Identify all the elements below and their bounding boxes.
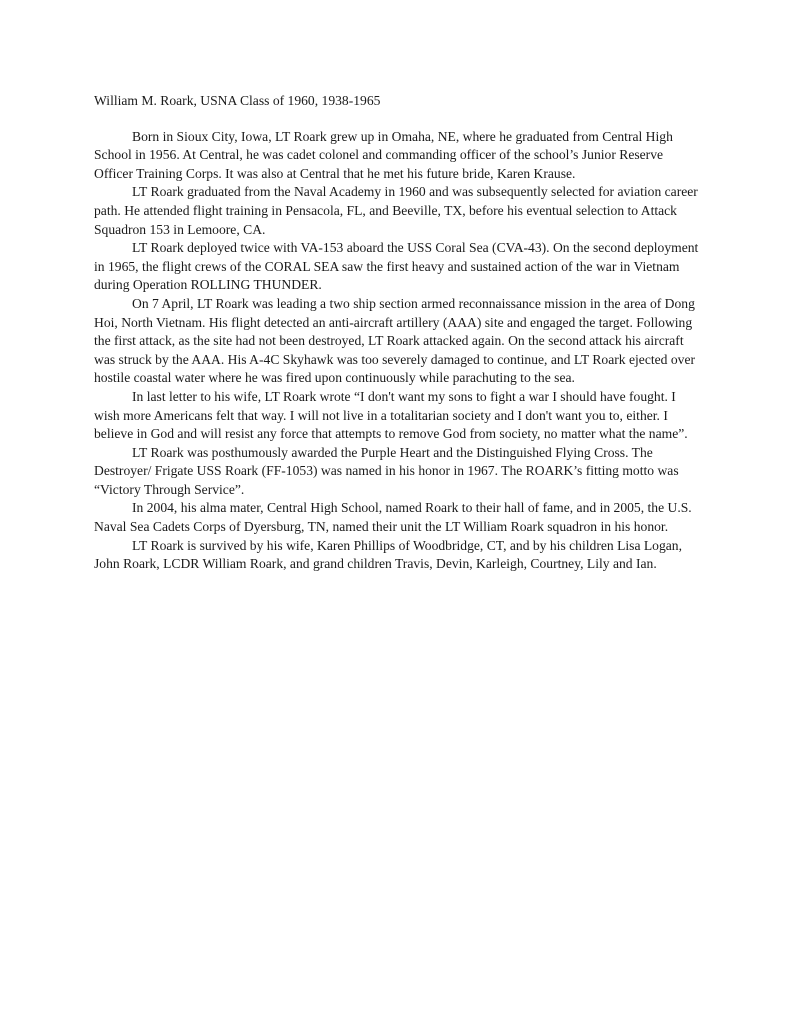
paragraph-deployments: LT Roark deployed twice with VA-153 aboard the USS Coral Sea (CVA-43). On the second deployment in 1965, the flight crews of the CORAL SEA saw the first heavy and sustained action of the war in Vietnam during Operation ROLLING THUNDER. xyxy=(94,240,699,293)
paragraph-last-letter: In last letter to his wife, LT Roark wrote “I don't want my sons to fight a war I should have fought. I wish more Americans felt that way. I will not live in a totalitarian society and I don't want you to, either. I believe in God and will resist any force that attempts to remove God from society, no matter what the name”. xyxy=(94,388,688,442)
document-body xyxy=(94,92,704,574)
paragraph-awards: LT Roark was posthumously awarded the Purple Heart and the Distinguished Flying Cross. The Destroyer/ Frigate USS Roark (FF-1053) was named in his honor in 1967. The ROARK’s fitting motto was “Victory Through Service”. xyxy=(94,444,679,497)
paragraph-early-life: Born in Sioux City, Iowa, LT Roark grew up in Omaha, NE, where he graduated from Central High School in 1956. At Central, he was cadet colonel and commanding officer of the school’s Junior Reserve Officer Training Corps. It was also at Central that he met his future bride, Karen Krause. xyxy=(94,128,673,181)
paragraph-final-mission: On 7 April, LT Roark was leading a two ship section armed reconnaissance mission in the area of Dong Hoi, North Vietnam. His flight detected an anti-aircraft artillery (AAA) site and engaged the target. Following the first attack, as the site had not been destroyed, LT Roark attacked again. On the second attack his aircraft was struck by the AAA. His A-4C Skyhawk was too severely damaged to continue, and LT Roark ejected over hostile coastal water where he was fired upon continuously while parachuting to the sea. xyxy=(94,295,696,386)
paragraph-honors: In 2004, his alma mater, Central High School, named Roark to their hall of fame, and in 2005, the U.S. Naval Sea Cadets Corps of Dyersburg, TN, named their unit the LT William Roark squadron in his honor. xyxy=(94,500,692,535)
paragraph-survivors: LT Roark is survived by his wife, Karen Phillips of Woodbridge, CT, and by his children Lisa Logan, John Roark, LCDR William Roark, and grand children Travis, Devin, Karleigh, Courtney, Lily and Ian. xyxy=(94,537,683,572)
document-title: William M. Roark, USNA Class of 1960, 1938-1965 xyxy=(94,93,381,108)
paragraph-naval-academy: LT Roark graduated from the Naval Academy in 1960 and was subsequently selected for aviation career path. He attended flight training in Pensacola, FL, and Beeville, TX, before his eventual selection to Attack Squadron 153 in Lemoore, CA. xyxy=(94,184,698,237)
